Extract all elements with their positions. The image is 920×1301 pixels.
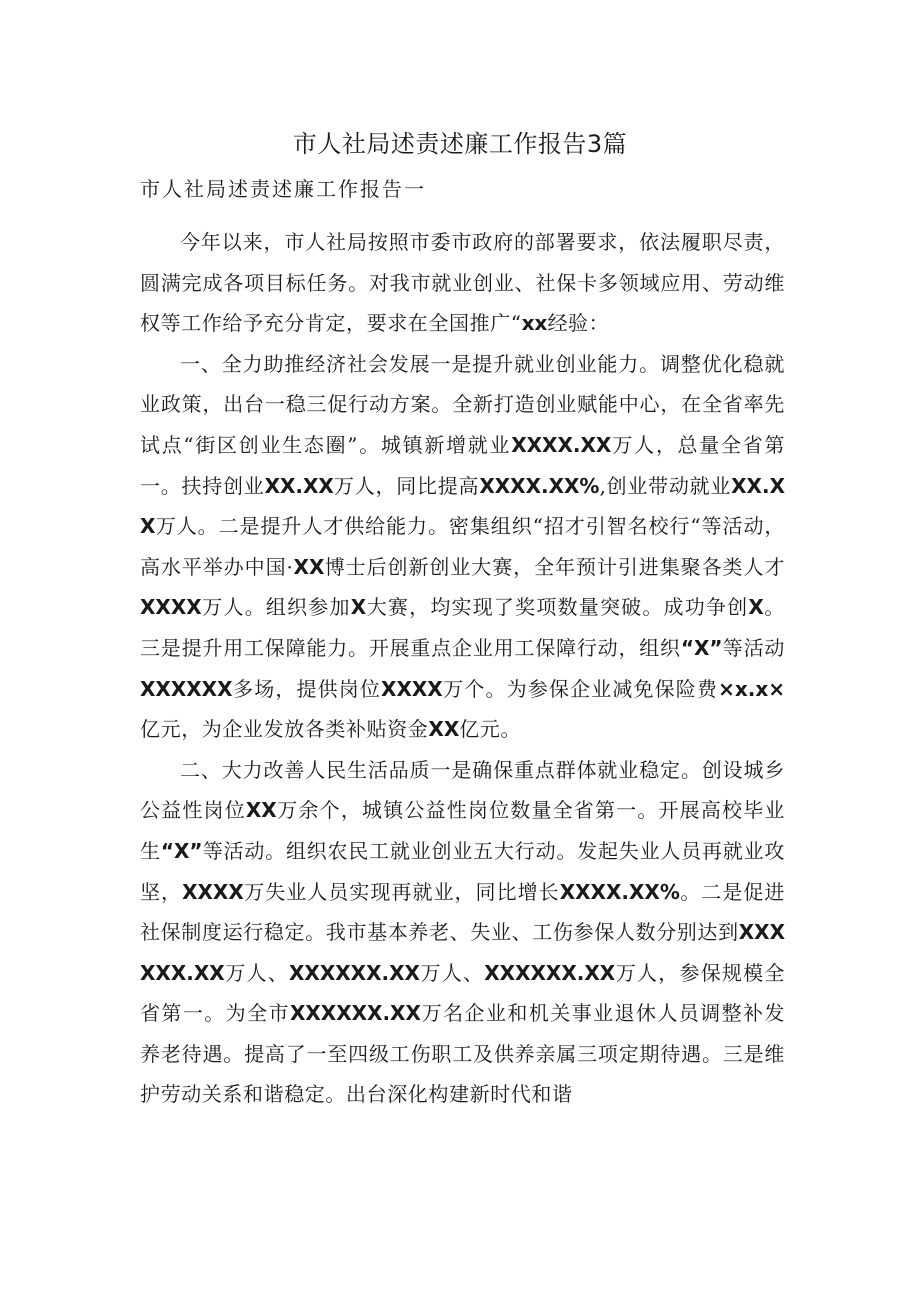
figure-placeholder: “X” <box>680 635 723 660</box>
text-run: 博士后创新创业大赛，全年预计引进集聚各类人才 <box>324 554 785 579</box>
figure-placeholder: ×x.x× <box>718 676 785 701</box>
text-run: 万人。二是提升人才供给能力。密集组织“招才引智名校行“等活动，高水平举办中国· <box>140 514 785 579</box>
figure-placeholder: XXXXXX.XX <box>288 960 420 985</box>
paragraph-intro <box>140 222 785 344</box>
text-run: 大赛，均实现了奖项数量突破。成功争创 <box>366 595 749 620</box>
text-run: 亿元，为企业发放各类补贴资金 <box>140 717 429 742</box>
section-heading: 市人社局述责述廉工作报告一 <box>140 177 426 201</box>
figure-placeholder: XX.XX <box>264 473 334 498</box>
figure-placeholder: XXXX <box>381 676 443 701</box>
figure-placeholder: “X” <box>160 838 203 863</box>
figure-placeholder: X <box>748 595 764 620</box>
figure-placeholder: XX <box>245 798 277 823</box>
text-run: 万人，同比提高 <box>333 473 480 498</box>
text-run: 多场，提供岗位 <box>232 676 382 701</box>
document-title: 市人社局述责述廉工作报告3篇 <box>292 130 628 158</box>
figure-placeholder: XXXX <box>140 595 202 620</box>
text-run: 万人、 <box>419 960 485 985</box>
paragraph-economic-development <box>140 344 785 750</box>
text-run: 万失业人员实现再就业，同比增长 <box>243 879 560 904</box>
figure-placeholder: xx <box>521 311 548 336</box>
figure-placeholder: XXXXXX.XX <box>484 960 616 985</box>
text-run: 万人、 <box>224 960 289 985</box>
text-run: 。三是提升用工保障能力。开展重点企业用工保障行动，组织 <box>140 595 785 660</box>
text-run: 万个。为参保企业减免保险费 <box>442 676 719 701</box>
text-run: 万人，参保规模全省第一。为全市 <box>140 960 785 1026</box>
text-run: 万名企业和机关事业退休人员调整补发养老待遇。提高了一至四级工伤职工及供养亲属三项定期待遇。三是维护劳动关系和谐稳定。出台深化构建新时代和谐 <box>140 1001 786 1107</box>
text-run: 万余个，城镇公益性岗位数量全省第一。开展高校毕业生 <box>140 798 785 863</box>
figure-placeholder: XXXX.XX <box>511 432 612 457</box>
text-run: ,创业带动就业 <box>599 473 732 498</box>
text-run: 等活动。组织农民工就业创业五大行动。发起失业人员再就业攻坚， <box>140 838 785 904</box>
figure-placeholder: XXXXXX.XX <box>140 920 785 985</box>
text-run: 万人，总量全省第一。扶持创业 <box>140 432 785 498</box>
paragraph-livelihood <box>140 750 785 1115</box>
figure-placeholder: XXXXXX.XX <box>289 1001 421 1026</box>
figure-placeholder: XXXXXX <box>140 676 233 701</box>
figure-placeholder: XXXX <box>182 879 244 904</box>
text-run: 二、大力改善人民生活品质一是确保重点群体就业稳定。创设城乡公益性岗位 <box>140 757 785 823</box>
figure-placeholder: XXXX.XX% <box>559 879 680 904</box>
text-run: 经验： <box>547 311 610 336</box>
text-run: 。二是促进社保制度运行稳定。我市基本养老、失业、工伤参保人数分别达到 <box>140 879 786 945</box>
text-run: 一、全力助推经济社会发展一是提升就业创业能力。调整优化稳就业政策，出台一稳三促行动方案。全新打造创业赋能中心，在全省率先试点“街区创业生态圈”。城镇新增就业 <box>140 351 785 457</box>
text-run: 等活动 <box>722 635 785 660</box>
text-run: 今年以来，市人社局按照市委市政府的部署要求，依法履职尽责，圆满完成各项目标任务。对我市就业创业、社保卡多领域应用、劳动维权等工作给予充分肯定，要求在全国推广“ <box>140 230 785 336</box>
figure-placeholder: XX <box>428 717 460 742</box>
figure-placeholder: XXXX.XX% <box>479 473 600 498</box>
body-text <box>140 222 785 1115</box>
figure-placeholder: XX.XX <box>140 473 785 539</box>
figure-placeholder: X <box>350 595 367 620</box>
text-run: 亿元。 <box>459 717 522 742</box>
text-run: 万人。组织参加 <box>201 595 351 620</box>
figure-placeholder: XX <box>293 554 325 579</box>
